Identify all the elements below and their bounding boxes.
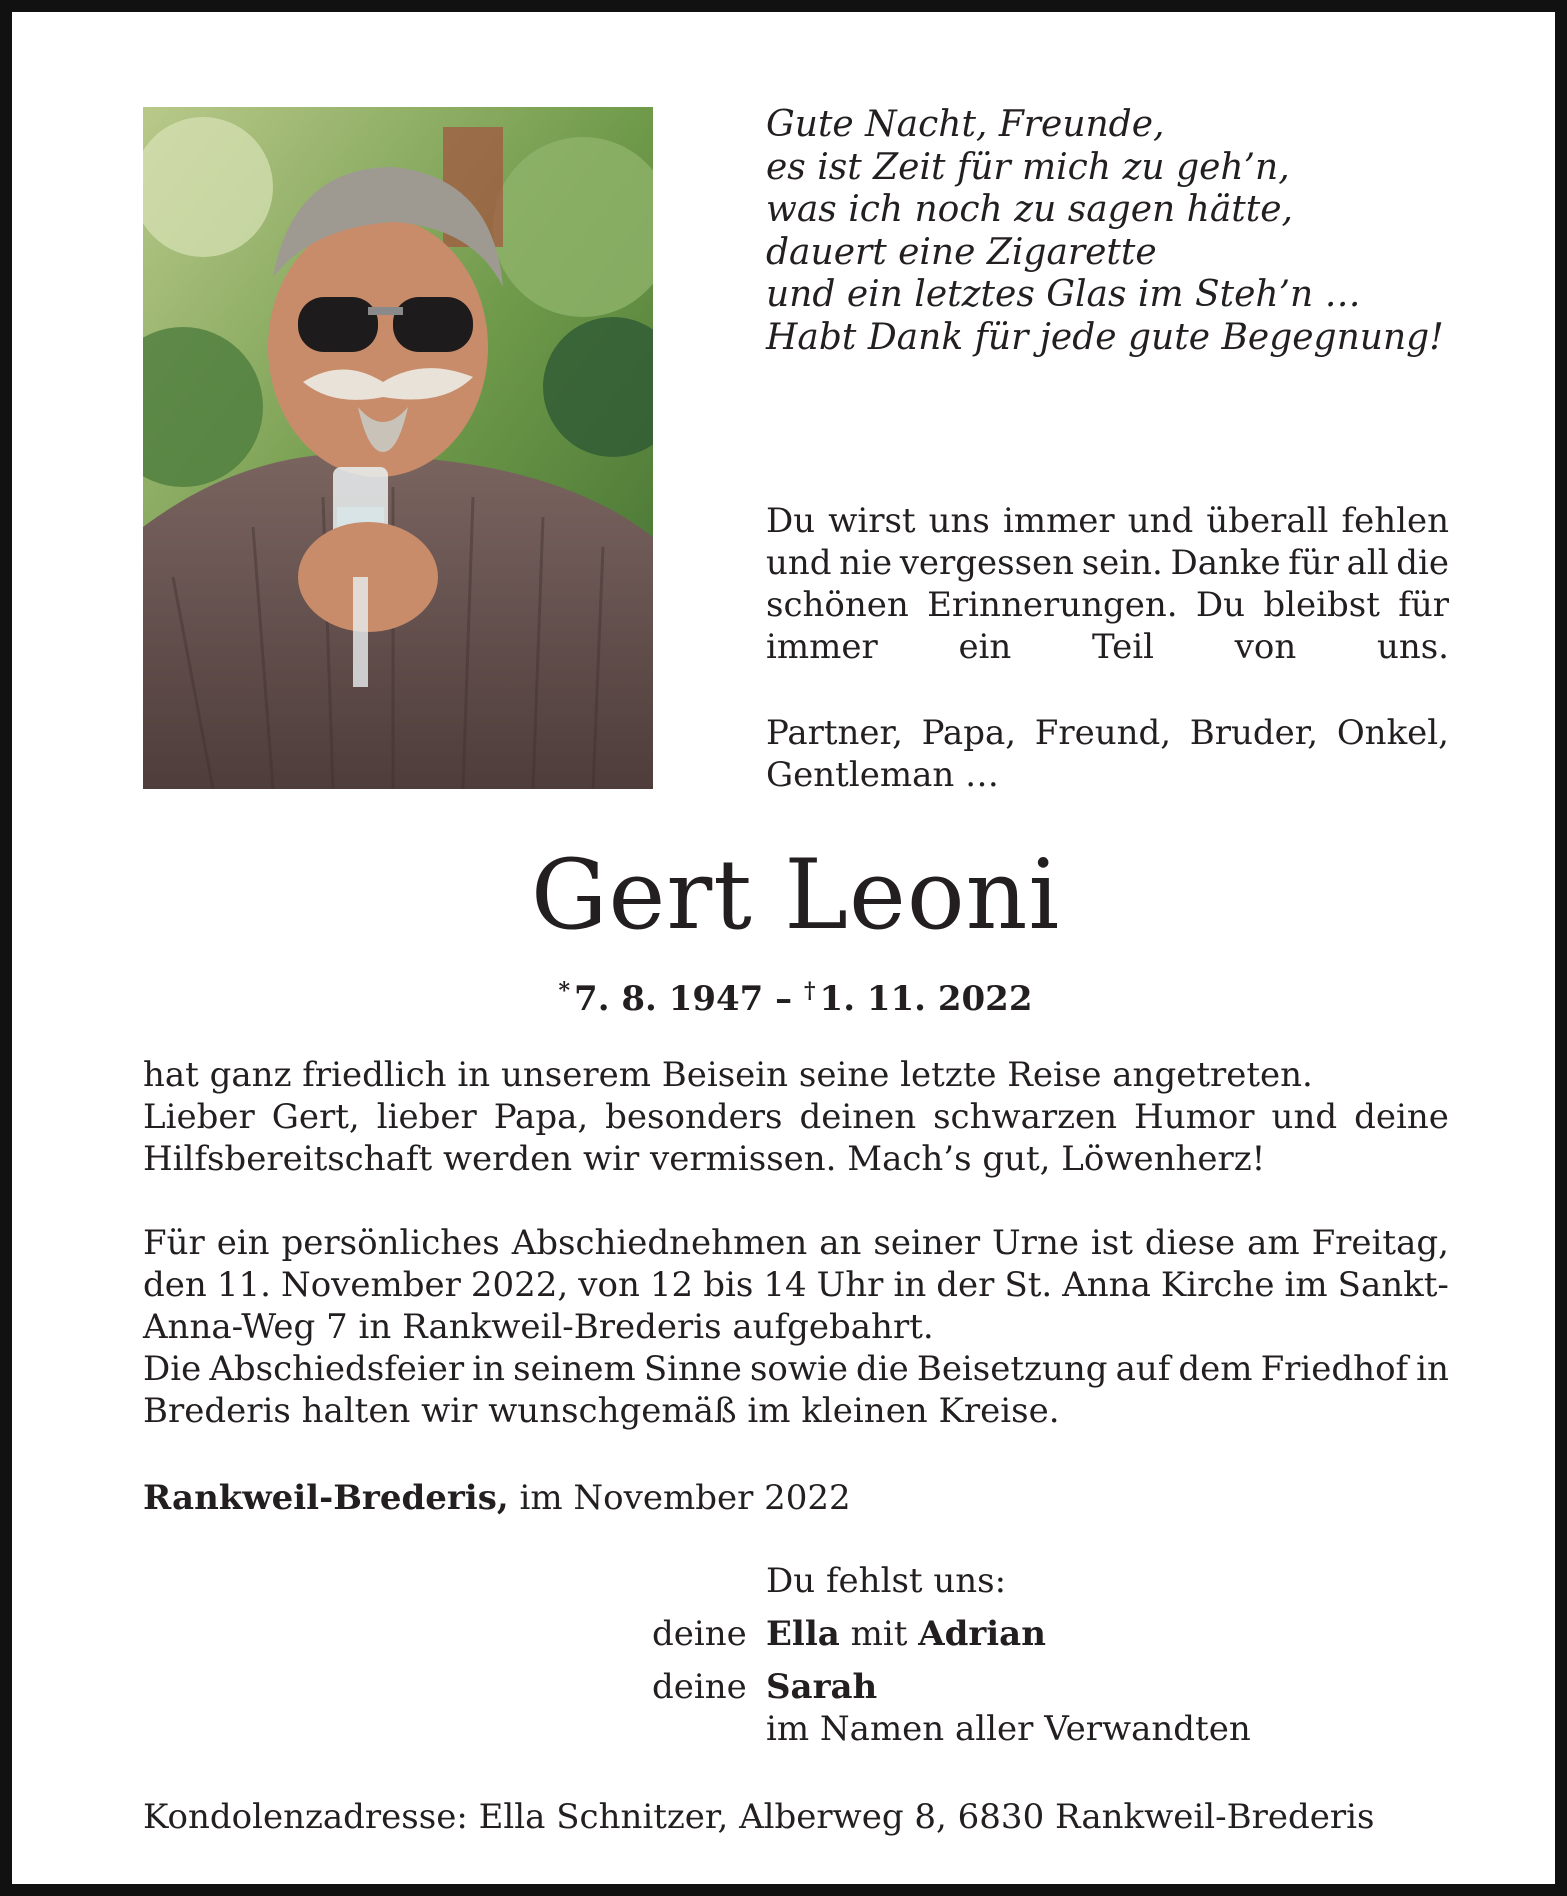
body-line: Brederis halten wir wunschgemäß im kleinen Kreise. — [143, 1391, 1060, 1431]
roles-line: Partner, Papa, Freund, Bruder, Onkel, — [766, 713, 1449, 753]
poem-line: es ist Zeit für mich zu geh’n, — [766, 146, 1290, 188]
birth-date: 7. 8. 1947 — [574, 979, 764, 1019]
portrait-photo — [143, 107, 653, 789]
roles-line: Gentleman … — [766, 755, 1000, 795]
poem-line: Habt Dank für jede gute Begegnung! — [766, 316, 1444, 358]
tribute-line: und nie vergessen sein. Danke für all die — [766, 543, 1449, 583]
body-line: Die Abschiedsfeier in seinem Sinne sowie die Beisetzung auf dem Friedhof in — [143, 1349, 1449, 1389]
death-symbol: † — [804, 978, 816, 1004]
tribute-line: schönen Erinnerungen. Du bleibst für — [766, 585, 1449, 625]
deceased-name: Gert Leoni — [530, 839, 1061, 951]
place-town: Rankweil-Brederis, — [143, 1478, 509, 1518]
signature-prefix: deine — [652, 1667, 747, 1707]
poem-line: was ich noch zu sagen hätte, — [766, 189, 1293, 230]
body-line: Für ein persönliches Abschiednehmen an seiner Urne ist diese am Freitag, — [143, 1223, 1449, 1263]
poem-line: dauert eine Zigarette — [766, 231, 1157, 273]
place-date-line — [143, 1477, 851, 1519]
life-dates — [12, 970, 1567, 1020]
signature-name-adrian: Adrian — [918, 1614, 1046, 1654]
tribute-line: immer ein Teil von uns. — [766, 627, 1449, 667]
body-line: Hilfsbereitschaft werden wir vermissen. Mach’s gut, Löwenherz! — [143, 1139, 1266, 1179]
signature-name-ella: Ella — [766, 1614, 840, 1654]
poem-verse — [766, 104, 1486, 359]
announcement-body — [143, 1054, 1449, 1432]
signature-block: Du fehlst uns: deine Ella mit Adrian deine Sarah im Namen aller Verwandten — [652, 1561, 1251, 1749]
tribute-text — [766, 500, 1449, 668]
condolence-address: Kondolenzadresse: Ella Schnitzer, Alberweg 8, 6830 Rankweil-Brederis — [143, 1797, 1375, 1837]
birth-symbol: * — [558, 978, 571, 1004]
place-date: im November 2022 — [508, 1478, 851, 1518]
roles-list — [766, 712, 1449, 796]
death-date: 1. 11. 2022 — [819, 979, 1033, 1019]
signature-footer: im Namen aller Verwandten — [766, 1709, 1251, 1749]
body-line: Anna-Weg 7 in Rankweil-Brederis aufgebahrt. — [143, 1307, 934, 1347]
body-line: hat ganz friedlich in unserem Beisein seine letzte Reise angetreten. — [143, 1055, 1313, 1095]
body-line: Lieber Gert, lieber Papa, besonders deinen schwarzen Humor und deine — [143, 1097, 1449, 1137]
body-line: den 11. November 2022, von 12 bis 14 Uhr in der St. Anna Kirche im Sankt- — [143, 1265, 1449, 1305]
poem-line: Gute Nacht, Freunde, — [766, 104, 1165, 145]
signature-intro: Du fehlst uns: — [766, 1561, 1007, 1601]
signature-prefix: deine — [652, 1614, 747, 1654]
tribute-line: Du wirst uns immer und überall fehlen — [766, 501, 1449, 541]
signature-name-sarah: Sarah — [766, 1667, 878, 1707]
poem-line: und ein letztes Glas im Steh’n … — [766, 274, 1361, 315]
date-separator: – — [763, 979, 805, 1019]
